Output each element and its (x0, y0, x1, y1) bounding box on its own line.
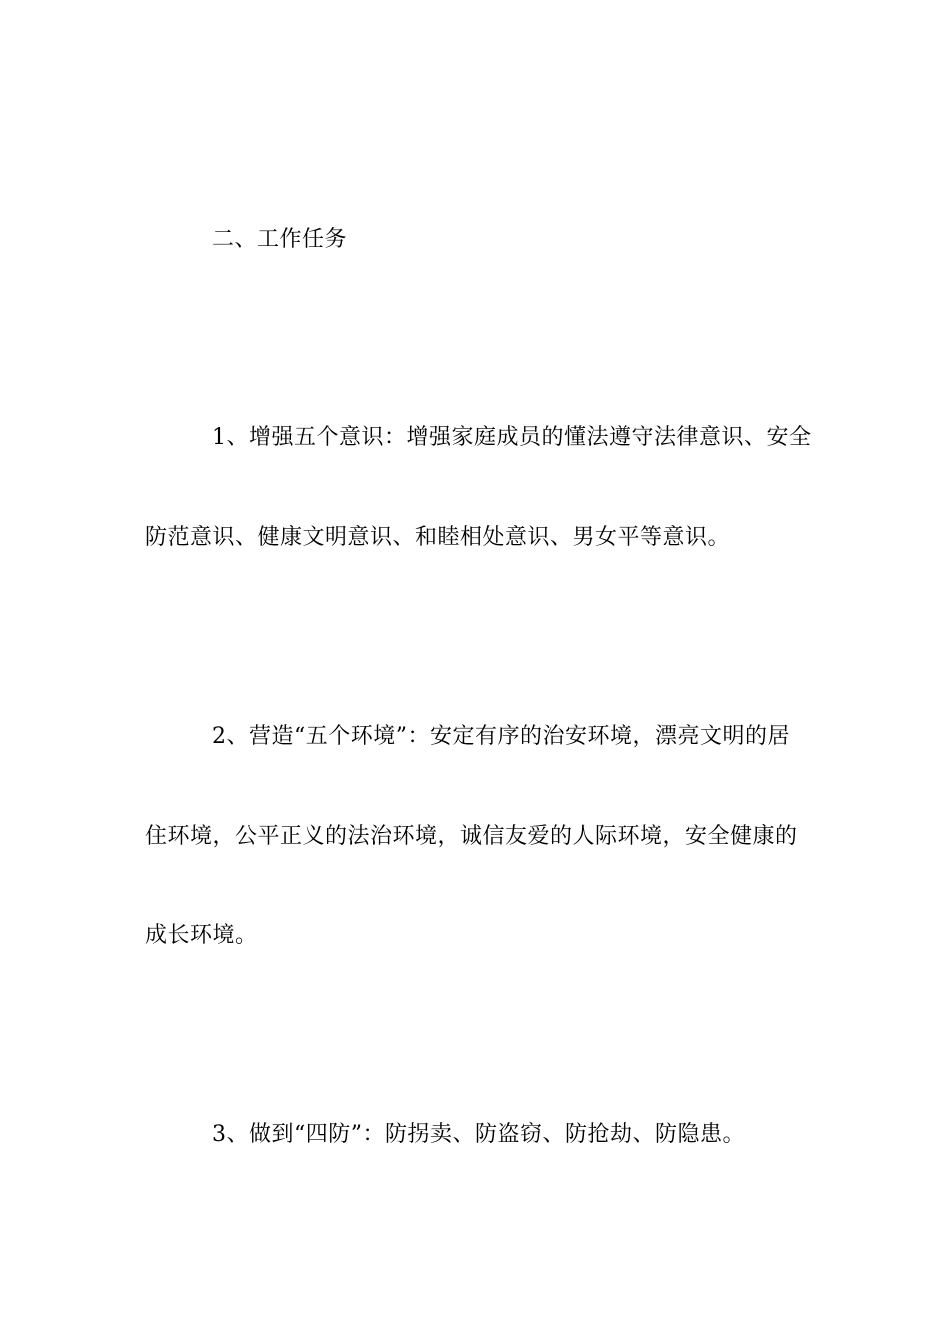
paragraph-line: 2、营造“五个环境”：安定有序的治安环境，漂亮文明的居 (212, 724, 790, 749)
paragraph-line: 成长环境。 (145, 923, 258, 948)
section-heading: 二、工作任务 (212, 227, 348, 252)
paragraph-line: 住环境，公平正义的法治环境，诚信友爱的人际环境，安全健康的 (145, 824, 798, 849)
paragraph-line: 3、做到“四防”：防拐卖、防盗窃、防抢劫、防隐患。 (212, 1122, 745, 1147)
paragraph-line: 防范意识、健康文明意识、和睦相处意识、男女平等意识。 (145, 525, 731, 550)
paragraph-line: 1、增强五个意识：增强家庭成员的懂法遵守法律意识、安全 (212, 425, 812, 450)
